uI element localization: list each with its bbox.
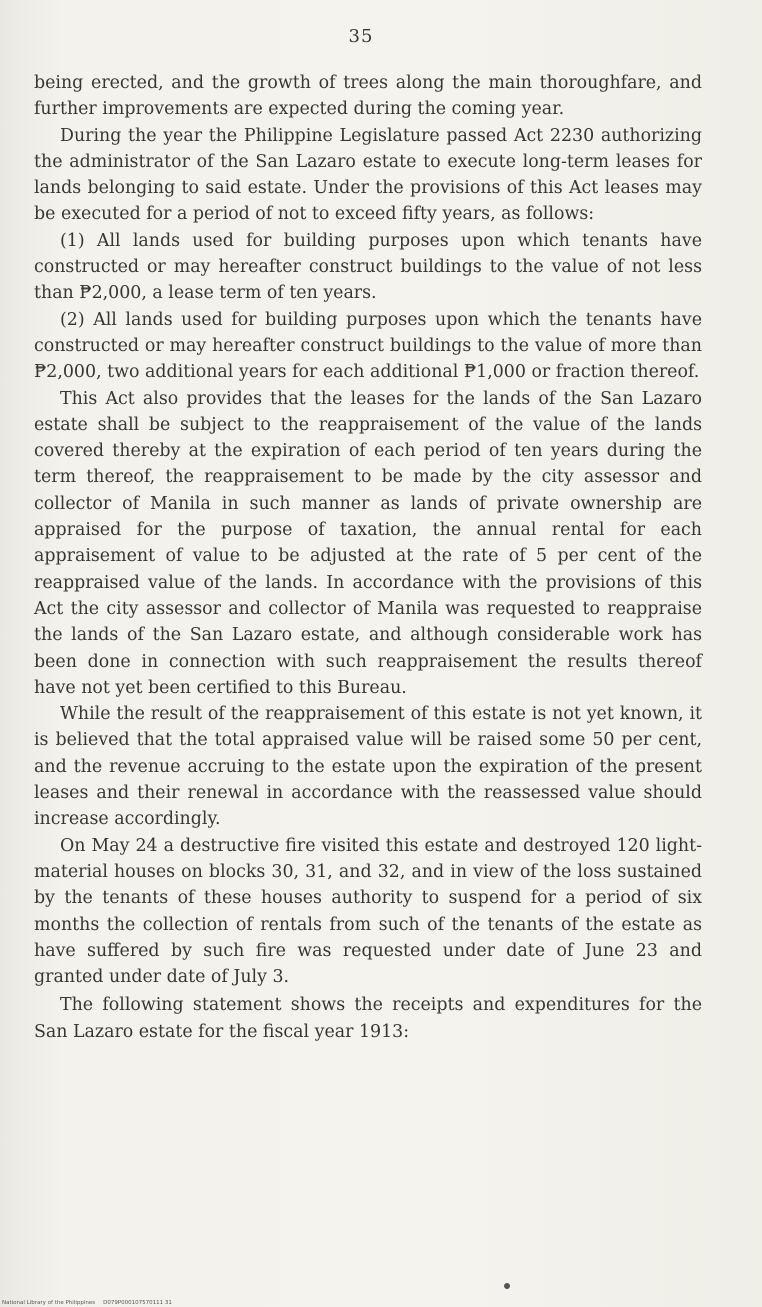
paragraph-statement: The following statement shows the receipts and expenditures for the San Lazaro estate for the fiscal year 1913: [34,995,702,1042]
footer-library: National Library of the Philippines [2,1300,96,1306]
paragraph-fire: On May 24 a destructive fire visited this estate and destroyed 120 light-material houses on blocks 30, 31, and 32, and in view of the loss sustained by the tenants of these houses authority to suspend for a period of six months the collection of rentals from such of the tenants of the estate as have suffered by such fire was requested under date of June 23 and granted under date of July 3. [34,835,702,988]
paragraph-continuation: being erected, and the growth of trees along the main thoroughfare, and further improvements are expected during the coming year. [34,73,702,120]
paragraph-clause-1: (1) All lands used for building purposes upon which tenants have constructed or may hereafter construct buildings to the value of not less than ₱2,000, a lease term of ten years. [34,230,702,304]
paragraph-clause-2: (2) All lands used for building purposes upon which the tenants have constructed or may hereafter construct buildings to the value of more than ₱2,000, two additional years for each additional ₱1,000 or fraction thereof. [34,309,702,383]
paragraph-result: While the result of the reappraisement of this estate is not yet known, it is believed that the total appraised value will be raised some 50 per cent, and the revenue accruing to the estate upon the expiration of the present leases and their renewal in accordance with the reassessed value should increase accordingly. [34,704,702,830]
paragraph-act-2230: During the year the Philippine Legislature passed Act 2230 authorizing the administrator of the San Lazaro estate to execute long-term leases for lands belonging to said estate. Under the provisions of this Act leases may be executed for a period of not to exceed fifty years, as follows: [34,125,702,225]
ink-dot [504,1283,510,1289]
footer-code: D079P000107570111 31 [103,1300,172,1306]
page-number: 35 [348,26,374,47]
paragraph-reappraisement: This Act also provides that the leases for the lands of the San Lazaro estate shall be subject to the reappraisement of the value of the lands covered thereby at the expiration of each period of ten years during the term thereof, the reappraisement to be made by the city assessor and collector of Manila in such manner as lands of private ownership are appraised for the purpose of taxation, the annual rental for each appraisement of value to be adjusted at the rate of 5 per cent of the reappraised value of the lands. In accordance with the provisions of this Act the city assessor and collector of Manila was requested to reappraise the lands of the San Lazaro estate, and although considerable work has been done in connection with such reappraisement the results thereof have not yet been certified to this Bureau. [34,388,702,698]
body-text [34,70,702,1045]
footer-watermark [2,1300,172,1306]
